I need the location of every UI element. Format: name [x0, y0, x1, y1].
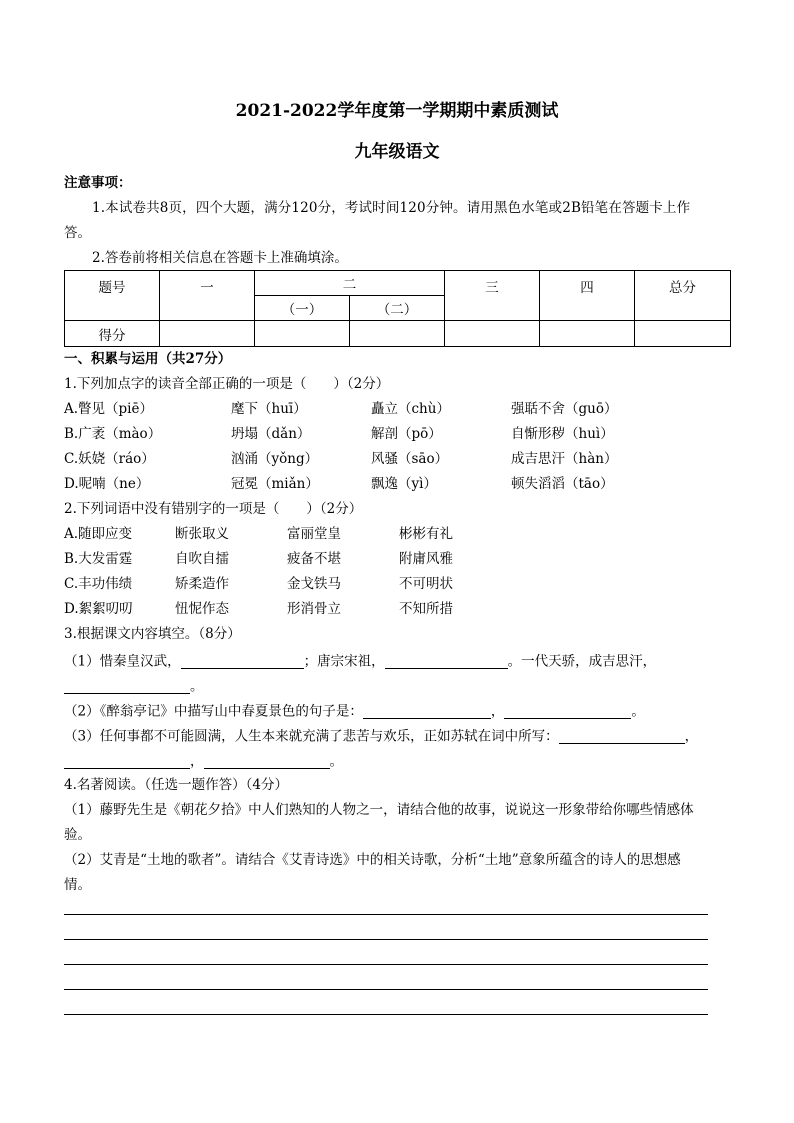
header-part-2b: （二）	[350, 296, 445, 321]
score-cell-1[interactable]	[160, 321, 255, 347]
score-cell-total[interactable]	[635, 321, 731, 347]
q3-blank-5[interactable]	[504, 704, 631, 719]
score-cell-3[interactable]	[445, 321, 540, 347]
answer-line[interactable]	[64, 1014, 708, 1015]
answer-line[interactable]	[64, 989, 708, 990]
answer-line[interactable]	[64, 964, 708, 965]
exam-subtitle: 九年级语文	[354, 142, 440, 162]
header-part-1: 一	[160, 271, 255, 321]
notes-heading: 注意事项：	[64, 175, 132, 191]
q4-option-1: （1）藤野先生是《朝花夕拾》中人们熟知的人物之一，请结合他的故事，说说这一形象带给你哪些情感体	[64, 802, 694, 818]
header-part-3: 三	[445, 271, 540, 321]
header-tihao: 题号	[65, 271, 160, 321]
notes-line-2: 2.答卷前将相关信息在答题卡上准确填涂。	[92, 250, 348, 266]
q2-stem: 2.下列词语中没有错别字的一项是（ ）（2分）	[64, 501, 363, 517]
header-part-4: 四	[540, 271, 635, 321]
q3-blank-8[interactable]	[204, 754, 330, 769]
notes-line-1: 1.本试卷共8页，四个大题，满分120分，考试时间120分钟。请用黑色水笔或2B铅笔在答题卡上作	[92, 200, 691, 216]
score-table	[64, 270, 731, 347]
header-part-2a: （一）	[255, 296, 350, 321]
q3-stem: 3.根据课文内容填空。（8分）	[64, 626, 241, 642]
answer-line[interactable]	[64, 939, 708, 940]
q4-stem: 4.名著阅读。（任选一题作答）（4分）	[64, 777, 288, 793]
row-defen-label: 得分	[65, 321, 160, 347]
q3-blank-1[interactable]	[181, 654, 304, 669]
q3-blank-3[interactable]	[64, 679, 190, 694]
q4-option-1-cont: 验。	[64, 827, 91, 843]
header-part-2: 二	[255, 271, 445, 296]
q4-option-2-cont: 情。	[64, 877, 91, 893]
answer-line[interactable]	[64, 914, 708, 915]
exam-title: 2021-2022学年度第一学期期中素质测试	[235, 101, 559, 121]
score-cell-2a[interactable]	[255, 321, 350, 347]
q3-blank-4[interactable]	[363, 704, 491, 719]
header-total: 总分	[635, 271, 731, 321]
q3-item-2: （2）《醉翁亭记》中描写山中春夏景色的句子是： ， 。	[64, 703, 645, 720]
q1-stem: 1.下列加点字的读音全部正确的一项是（ ）（2分）	[64, 376, 390, 392]
notes-line-1-cont: 答。	[64, 225, 91, 241]
section-1-heading: 一、积累与运用（共27分）	[64, 351, 232, 367]
q3-item-1-cont: 。	[64, 679, 204, 694]
q3-blank-7[interactable]	[64, 754, 190, 769]
q3-item-3-cont: ， 。	[64, 754, 343, 769]
q3-item-1: （1）惜秦皇汉武， ；唐宗宋祖， 。一代天骄，成吉思汗，	[64, 653, 657, 670]
q3-blank-6[interactable]	[559, 729, 685, 744]
q4-option-2: （2）艾青是“土地的歌者”。请结合《艾青诗选》中的相关诗歌，分析“土地”意象所蕴含的诗人的思想感	[64, 852, 681, 868]
q3-blank-2[interactable]	[385, 654, 508, 669]
score-cell-2b[interactable]	[350, 321, 445, 347]
q3-item-3: （3）任何事都不可能圆满，人生本来就充满了悲苦与欢乐，正如苏轼在词中所写： ，	[64, 728, 699, 745]
score-cell-4[interactable]	[540, 321, 635, 347]
